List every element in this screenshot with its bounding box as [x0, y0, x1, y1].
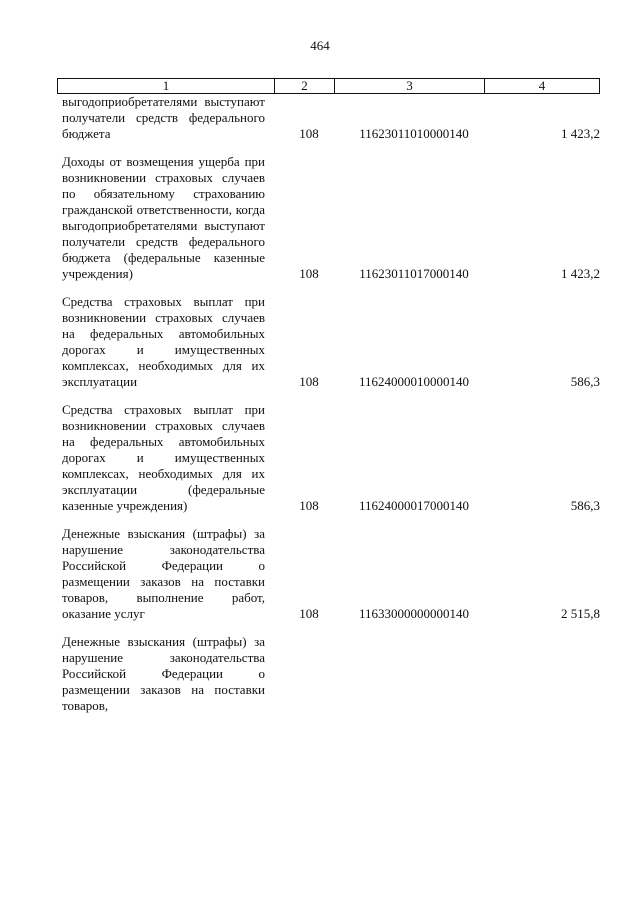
row-code: 108	[299, 606, 319, 621]
row-kbk: 11623011010000140	[359, 126, 469, 141]
header-col-4: 4	[538, 78, 546, 93]
page-number: 464	[310, 38, 330, 53]
row-description: Денежные взыскания (штрафы) за нарушение законодательства Российской Федерации о размещении заказов на поставки товаров,	[62, 634, 265, 713]
row-description: Денежные взыскания (штрафы) за нарушение законодательства Российской Федерации о размещении заказов на поставки товаров, выполнение работ, оказание услуг	[62, 526, 265, 621]
row-kbk: 11623011017000140	[359, 266, 469, 281]
row-kbk: 11624000017000140	[358, 498, 470, 513]
row-amount: 2 515,8	[561, 606, 600, 621]
row-amount: 1 423,2	[561, 266, 600, 281]
table-row	[62, 154, 600, 282]
table-row	[62, 634, 600, 714]
row-code: 108	[299, 374, 319, 389]
row-amount: 586,3	[570, 374, 600, 389]
row-kbk: 11624000010000140	[358, 374, 470, 389]
row-code: 108	[299, 498, 319, 513]
row-code: 108	[299, 126, 319, 141]
row-description: выгодоприобретателями выступают получатели средств федерального бюджета	[62, 94, 265, 141]
table-row	[62, 402, 600, 514]
row-amount: 1 423,2	[561, 126, 600, 141]
header-col-3: 3	[335, 79, 485, 93]
row-amount: 586,3	[570, 498, 600, 513]
row-kbk: 11633000000000140	[358, 606, 470, 621]
row-description: Средства страховых выплат при возникновении страховых случаев на федеральных автомобильных дорогах и имущественных комплексах, необходимых для их эксплуатации (федеральные казенные учреждения)	[62, 402, 265, 513]
row-description: Доходы от возмещения ущерба при возникновении страховых случаев по обязательному страхованию гражданской ответственности, когда выгодоприобретателями выступают получатели средств федерального бюджета (федеральные казенные учреждения)	[62, 154, 265, 281]
header-col-2: 2	[275, 79, 335, 93]
table-header	[57, 78, 600, 94]
header-col-1: 1	[58, 79, 275, 93]
row-description: Средства страховых выплат при возникновении страховых случаев на федеральных автомобильных дорогах и имущественных комплексах, необходимых для их эксплуатации	[62, 294, 265, 389]
table-row	[62, 294, 600, 390]
table-body	[62, 94, 600, 726]
table-row	[62, 94, 600, 142]
table-row	[62, 526, 600, 622]
row-code: 108	[299, 266, 319, 281]
